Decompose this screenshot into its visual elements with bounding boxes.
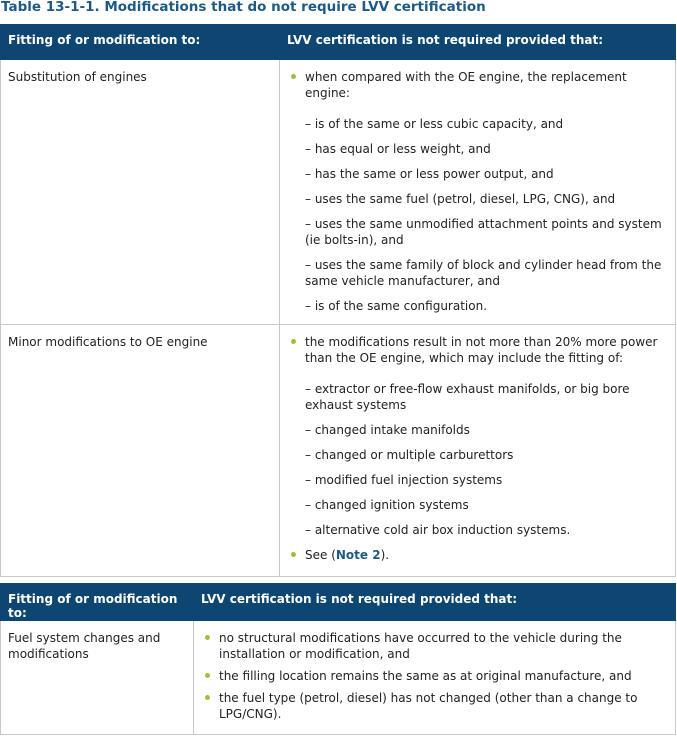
see-suffix: ). [380,548,390,562]
list-item: – uses the same family of block and cylinder head from the same vehicle manufacturer, and [305,258,662,288]
list-item: – is of the same configuration. [305,299,488,313]
table-header-row [1,584,676,621]
list-item: – extractor or free-flow exhaust manifolds, or big bore exhaust systems [305,382,630,412]
conditions-list [201,630,668,722]
modifications-table-engines [0,24,676,577]
conditions-cell [280,325,676,577]
see-prefix: See ( [305,548,336,562]
fitting-cell: Fuel system changes and modifications [1,621,194,735]
list-item: the fuel type (petrol, diesel) has not changed (other than a change to LPG/CNG). [201,690,668,722]
list-item: – uses the same fuel (petrol, diesel, LPG, CNG), and [305,192,616,206]
list-item: – has the same or less power output, and [305,167,554,181]
list-item: – modified fuel injection systems [305,473,503,487]
list-item: – has equal or less weight, and [305,142,491,156]
list-item: – changed or multiple carburettors [305,448,514,462]
table-caption: Table 13-1-1. Modifications that do not require LVV certification [1,0,486,15]
list-item: – changed ignition systems [305,498,469,512]
note-2-link[interactable]: Note 2 [335,548,381,562]
list-item: – alternative cold air box induction systems. [305,523,571,537]
conditions-list [287,334,668,563]
list-item: – uses the same unmodified attachment points and system (ie bolts-in), and [305,217,662,247]
conditions-cell [280,60,676,325]
fitting-cell: Minor modifications to OE engine [1,325,280,577]
modifications-table-fuel [0,583,676,735]
table-row [1,60,676,325]
list-item: the filling location remains the same as at original manufacture, and [201,668,668,684]
list-item: – changed intake manifolds [305,423,470,437]
column-header-fitting: Fitting of or modification to: [1,25,280,60]
conditions-list [287,69,668,314]
table-row [1,621,676,735]
column-header-fitting: Fitting of or modification to: [1,584,194,621]
table-header-row [1,25,676,60]
column-header-conditions: LVV certification is not required provided that: [194,584,676,621]
fitting-cell: Substitution of engines [1,60,280,325]
list-item: no structural modifications have occurred to the vehicle during the installation or modification, and [201,630,668,662]
table-row [1,325,676,577]
list-item: – is of the same or less cubic capacity, and [305,117,564,131]
list-item [287,547,668,563]
list-item: the modifications result in not more than 20% more power than the OE engine, which may include the fitting of: [287,334,668,366]
conditions-cell [194,621,676,735]
column-header-conditions: LVV certification is not required provided that: [280,25,676,60]
list-item: when compared with the OE engine, the replacement engine: [287,69,668,101]
